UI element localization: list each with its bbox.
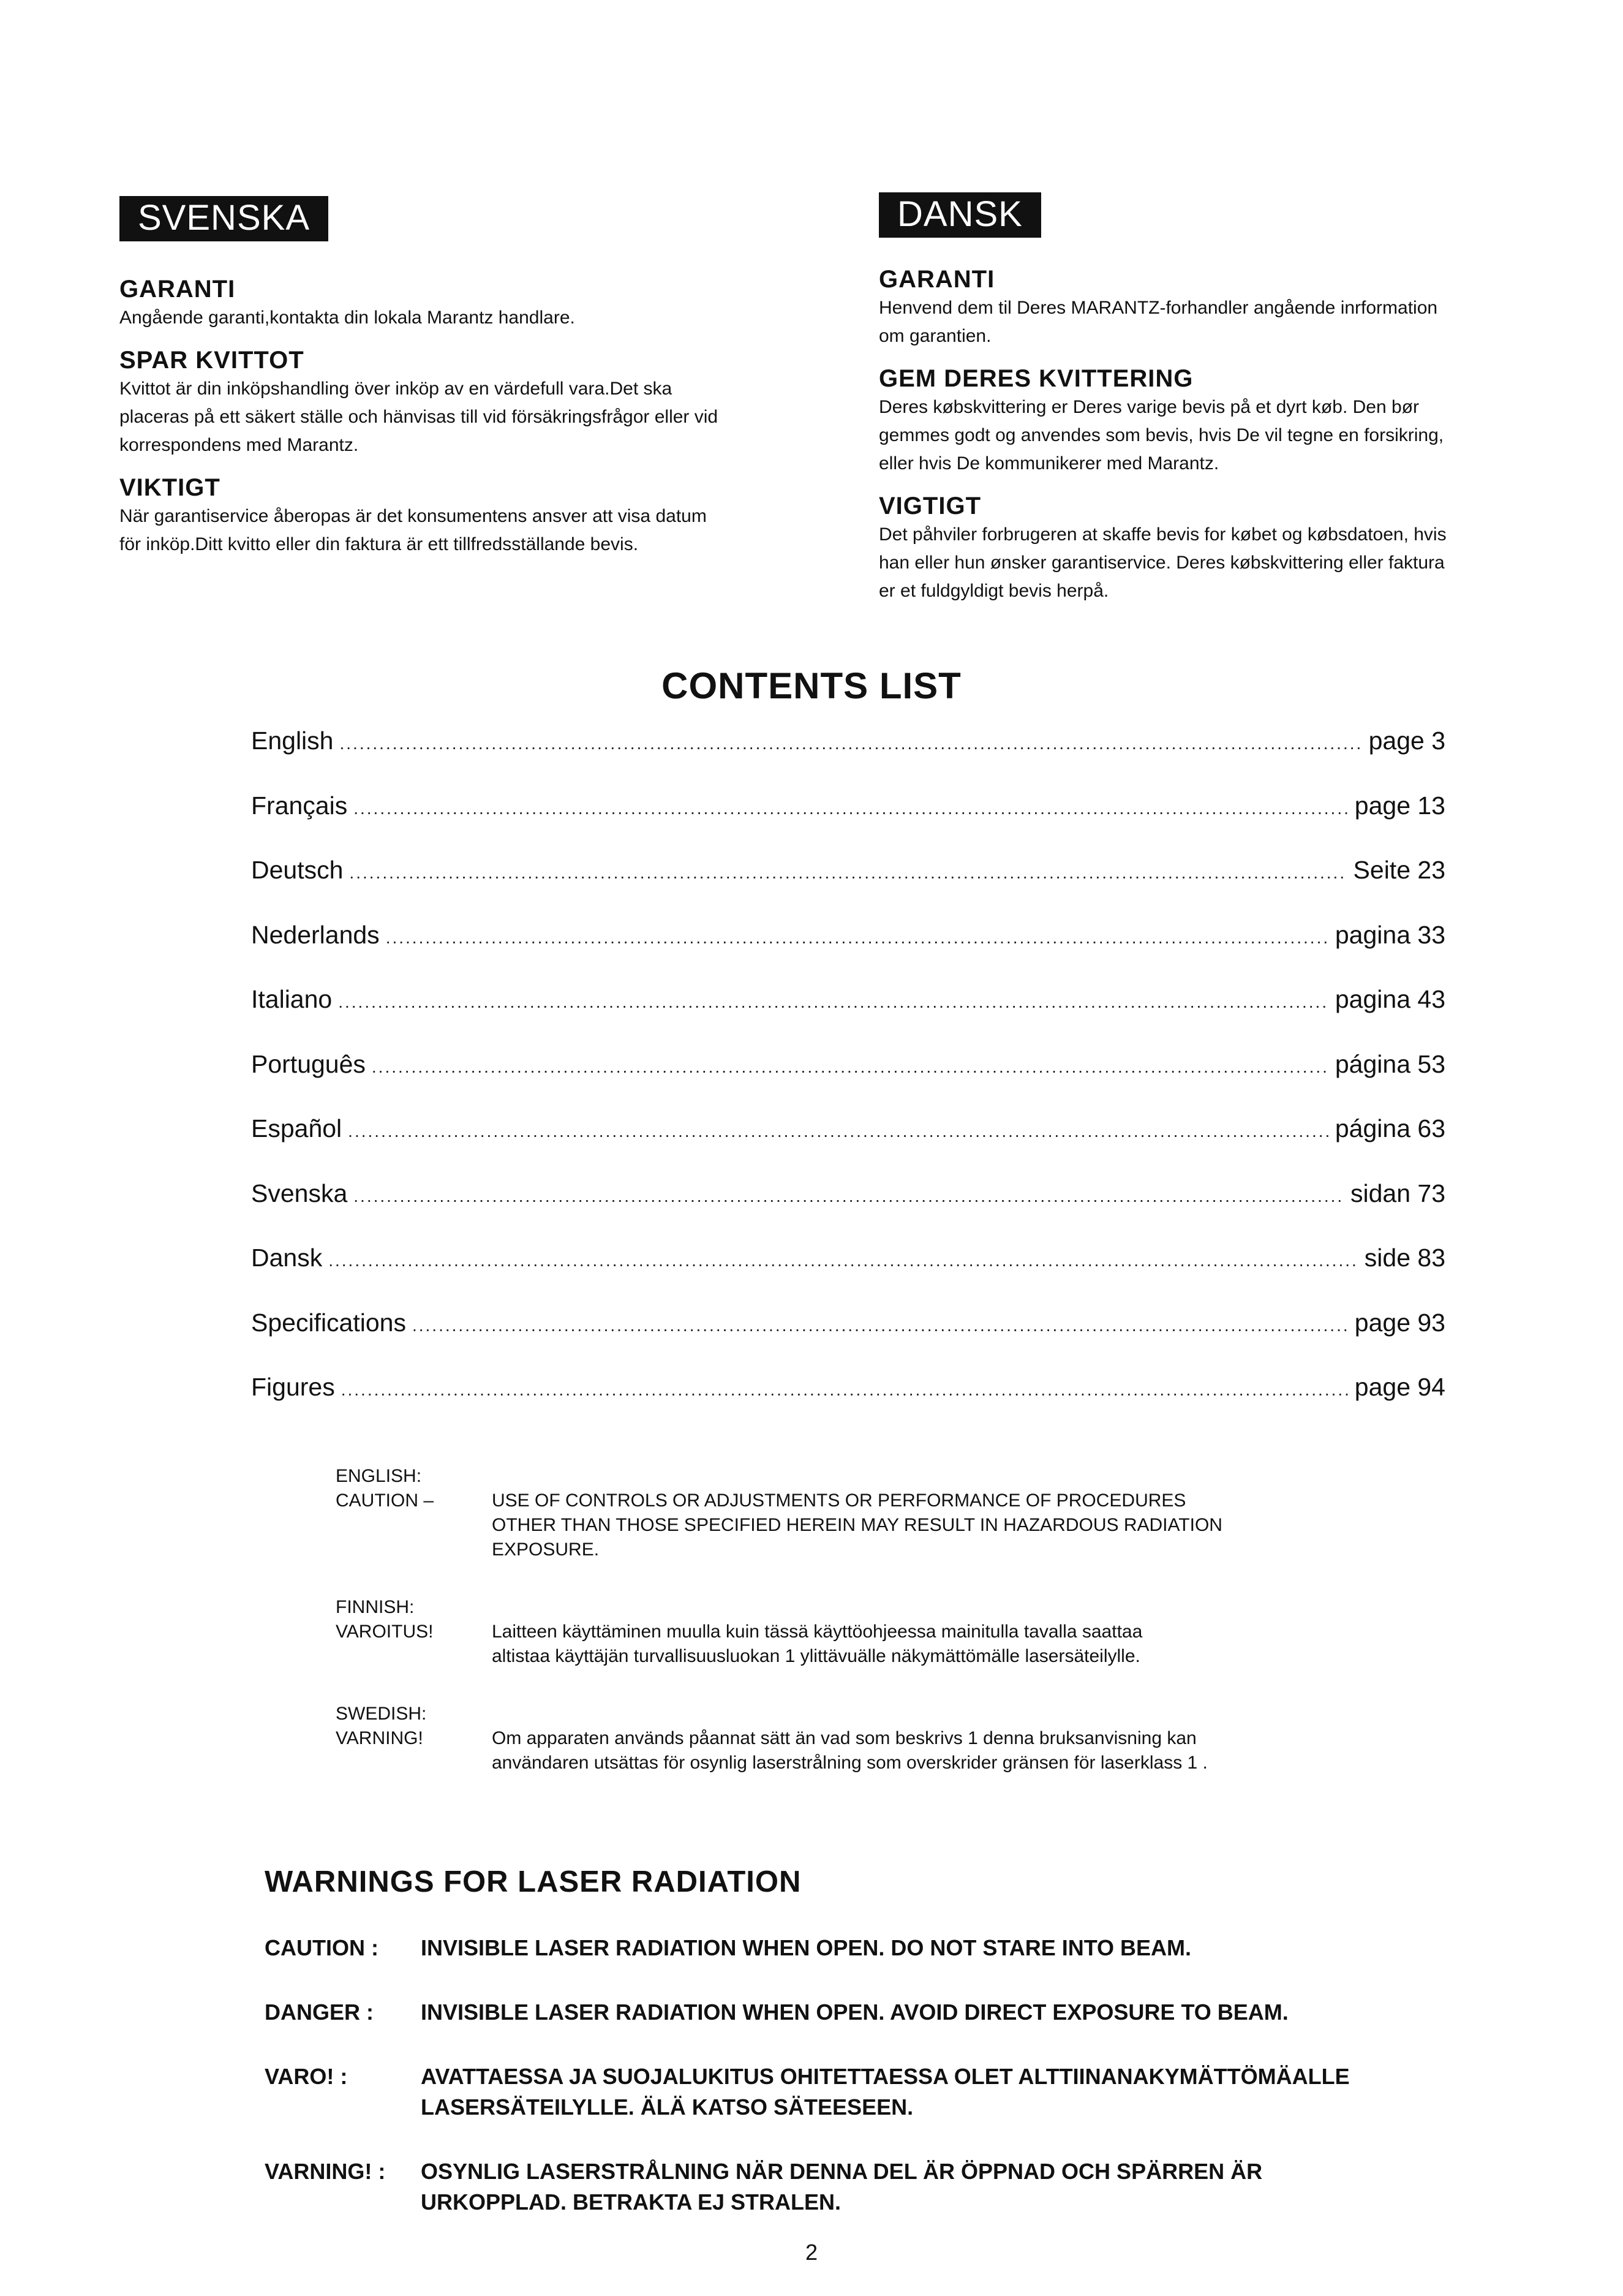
dansk-section — [879, 192, 1553, 605]
caution-text-line: altistaa käyttäjän turvallisuusluokan 1 ylittävuälle näkymättömälle lasersäteilylle. — [492, 1646, 1140, 1666]
dansk-vigtigt-line: han eller hun ønsker garantiservice. Deres købskvittering eller faktura — [879, 553, 1445, 573]
page-number: 2 — [805, 2240, 818, 2265]
contents-list-title: CONTENTS LIST — [661, 665, 962, 706]
svenska-spar-heading: SPAR KVITTOT — [119, 347, 304, 374]
laser-warnings-list — [265, 1933, 1447, 2218]
warning-label: VARNING! : — [265, 2159, 386, 2184]
dansk-gem-heading: GEM DERES KVITTERING — [879, 365, 1194, 392]
svenska-garanti-heading: GARANTI — [119, 276, 236, 303]
toc-entry-page: pagina 43 — [1335, 985, 1445, 1013]
toc-entry-page: page 93 — [1354, 1308, 1445, 1337]
toc-entry-page: sidan 73 — [1350, 1179, 1445, 1207]
svenska-spar-line: korrespondens med Marantz. — [119, 435, 359, 455]
dansk-vigtigt-heading: VIGTIGT — [879, 493, 981, 519]
toc-entry-portugues — [251, 1050, 1445, 1115]
svenska-spar-line: Kvittot är din inköpshandling över inköp av en värdefull vara.Det ska — [119, 379, 672, 399]
caution-swedish — [336, 1702, 1438, 1775]
caution-text-line: EXPOSURE. — [492, 1539, 600, 1560]
warning-danger — [265, 1997, 1447, 2028]
toc-dot-leader — [341, 1373, 1349, 1402]
toc-entry-label: Español — [251, 1114, 342, 1142]
laser-warnings-title: WARNINGS FOR LASER RADIATION — [265, 1865, 802, 1898]
caution-label: VARNING! — [336, 1728, 423, 1748]
warning-text-line: LASERSÄTEILYLLE. ÄLÄ KATSO SÄTEESEEN. — [421, 2094, 914, 2120]
toc-entry-nederlands — [251, 921, 1445, 986]
dansk-gem-line: eller hvis De kommunikerer med Marantz. — [879, 453, 1219, 474]
warning-label: CAUTION : — [265, 1935, 378, 1960]
toc-entry-label: Specifications — [251, 1308, 406, 1337]
warning-caution — [265, 1933, 1447, 1963]
warning-text-line: AVATTAESSA JA SUOJALUKITUS OHITETTAESSA OLET ALTTIINANAKYMÄTTÖMÄALLE — [421, 2064, 1350, 2089]
svenska-garanti-text: Angående garanti,kontakta din lokala Marantz handlare. — [119, 308, 575, 328]
warning-text-line: INVISIBLE LASER RADIATION WHEN OPEN. AVOID DIRECT EXPOSURE TO BEAM. — [421, 2000, 1289, 2025]
dansk-gem-line: Deres købskvittering er Deres varige bevis på et dyrt køb. Den bør — [879, 397, 1419, 417]
toc-entry-francais — [251, 791, 1445, 856]
dansk-gem-line: gemmes godt og anvendes som bevis, hvis De vil tegne en forsikring, — [879, 425, 1444, 445]
toc-dot-leader — [353, 791, 1349, 820]
caution-text-line: Om apparaten används påannat sätt än vad som beskrivs 1 denna bruksanvisning kan — [492, 1728, 1197, 1748]
caution-language: FINNISH: — [336, 1597, 415, 1617]
toc-entry-deutsch — [251, 856, 1445, 921]
toc-entry-page: página 63 — [1335, 1114, 1445, 1142]
toc-entry-label: Italiano — [251, 985, 333, 1013]
warning-label: VARO! : — [265, 2064, 348, 2089]
toc-entry-page: page 13 — [1354, 791, 1445, 820]
toc-entry-page: page 94 — [1354, 1373, 1445, 1401]
toc-entry-dansk — [251, 1244, 1445, 1308]
toc-entry-label: Nederlands — [251, 920, 380, 949]
dansk-garanti-line: Henvend dem til Deres MARANTZ-forhandler angående inrformation — [879, 298, 1438, 318]
caution-language: SWEDISH: — [336, 1704, 427, 1724]
caution-english — [336, 1464, 1438, 1562]
toc-entry-label: Svenska — [251, 1179, 348, 1207]
caution-language: ENGLISH: — [336, 1466, 422, 1486]
caution-text-line: USE OF CONTROLS OR ADJUSTMENTS OR PERFORMANCE OF PROCEDURES — [492, 1490, 1186, 1511]
toc-entry-italiano — [251, 985, 1445, 1050]
svenska-language-tag: SVENSKA — [119, 196, 328, 241]
toc-entry-label: English — [251, 727, 334, 755]
toc-entry-label: Figures — [251, 1373, 335, 1401]
svenska-viktigt-line: När garantiservice åberopas är det konsumentens ansver att visa datum — [119, 506, 707, 526]
caution-finnish — [336, 1595, 1438, 1669]
contents-list — [251, 727, 1445, 1438]
toc-dot-leader — [338, 985, 1329, 1014]
caution-text-line: Laitteen käyttäminen muulla kuin tässä käyttöohjeessa mainitulla tavalla saattaa — [492, 1622, 1143, 1642]
warning-text-line: INVISIBLE LASER RADIATION WHEN OPEN. DO NOT STARE INTO BEAM. — [421, 1935, 1192, 1960]
toc-dot-leader — [412, 1308, 1349, 1337]
toc-entry-page: page 3 — [1368, 727, 1445, 755]
svenska-viktigt-line: för inköp.Ditt kvitto eller din faktura är ett tillfredsställande bevis. — [119, 534, 639, 554]
toc-entry-page: pagina 33 — [1335, 920, 1445, 949]
dansk-vigtigt-line: Det påhviler forbrugeren at skaffe bevis for købet og købsdatoen, hvis — [879, 524, 1447, 545]
toc-dot-leader — [349, 856, 1347, 885]
caution-notices — [336, 1464, 1438, 1808]
toc-entry-page: Seite 23 — [1353, 856, 1445, 884]
toc-entry-english — [251, 727, 1445, 791]
warning-label: DANGER : — [265, 2000, 374, 2025]
toc-entry-page: side 83 — [1364, 1244, 1445, 1272]
svenska-viktigt-heading: VIKTIGT — [119, 474, 220, 501]
dansk-garanti-heading: GARANTI — [879, 266, 995, 293]
svenska-spar-line: placeras på ett säkert ställe och hänvisas till vid försäkringsfrågor eller vid — [119, 407, 718, 427]
caution-text-line: OTHER THAN THOSE SPECIFIED HEREIN MAY RESULT IN HAZARDOUS RADIATION — [492, 1515, 1222, 1535]
toc-entry-label: Deutsch — [251, 856, 344, 884]
caution-text-line: användaren utsättas för osynlig laserstrålning som overskrider gränsen för laserklass 1 . — [492, 1753, 1208, 1773]
toc-entry-label: Français — [251, 791, 348, 820]
caution-label: VAROITUS! — [336, 1622, 434, 1642]
toc-dot-leader — [328, 1244, 1358, 1272]
toc-entry-page: página 53 — [1335, 1049, 1445, 1078]
toc-entry-label: Português — [251, 1049, 366, 1078]
caution-label: CAUTION – — [336, 1490, 434, 1511]
toc-dot-leader — [339, 727, 1362, 755]
dansk-garanti-line: om garantien. — [879, 326, 992, 346]
toc-entry-figures — [251, 1373, 1445, 1438]
toc-dot-leader — [386, 921, 1329, 950]
warning-text-line: URKOPPLAD. BETRAKTA EJ STRALEN. — [421, 2189, 842, 2215]
dansk-vigtigt-line: er et fuldgyldigt bevis herpå. — [879, 581, 1109, 601]
warning-varning — [265, 2156, 1447, 2218]
toc-entry-specifications — [251, 1308, 1445, 1373]
toc-entry-svenska — [251, 1179, 1445, 1244]
toc-dot-leader — [348, 1114, 1329, 1143]
toc-entry-espanol — [251, 1114, 1445, 1179]
warning-text-line: OSYNLIG LASERSTRÅLNING NÄR DENNA DEL ÄR ÖPPNAD OCH SPÄRREN ÄR — [421, 2159, 1263, 2184]
toc-entry-label: Dansk — [251, 1244, 323, 1272]
toc-dot-leader — [353, 1179, 1344, 1208]
toc-dot-leader — [372, 1050, 1329, 1079]
warning-varo — [265, 2061, 1447, 2123]
dansk-language-tag: DANSK — [879, 192, 1041, 238]
svenska-section — [119, 196, 812, 559]
